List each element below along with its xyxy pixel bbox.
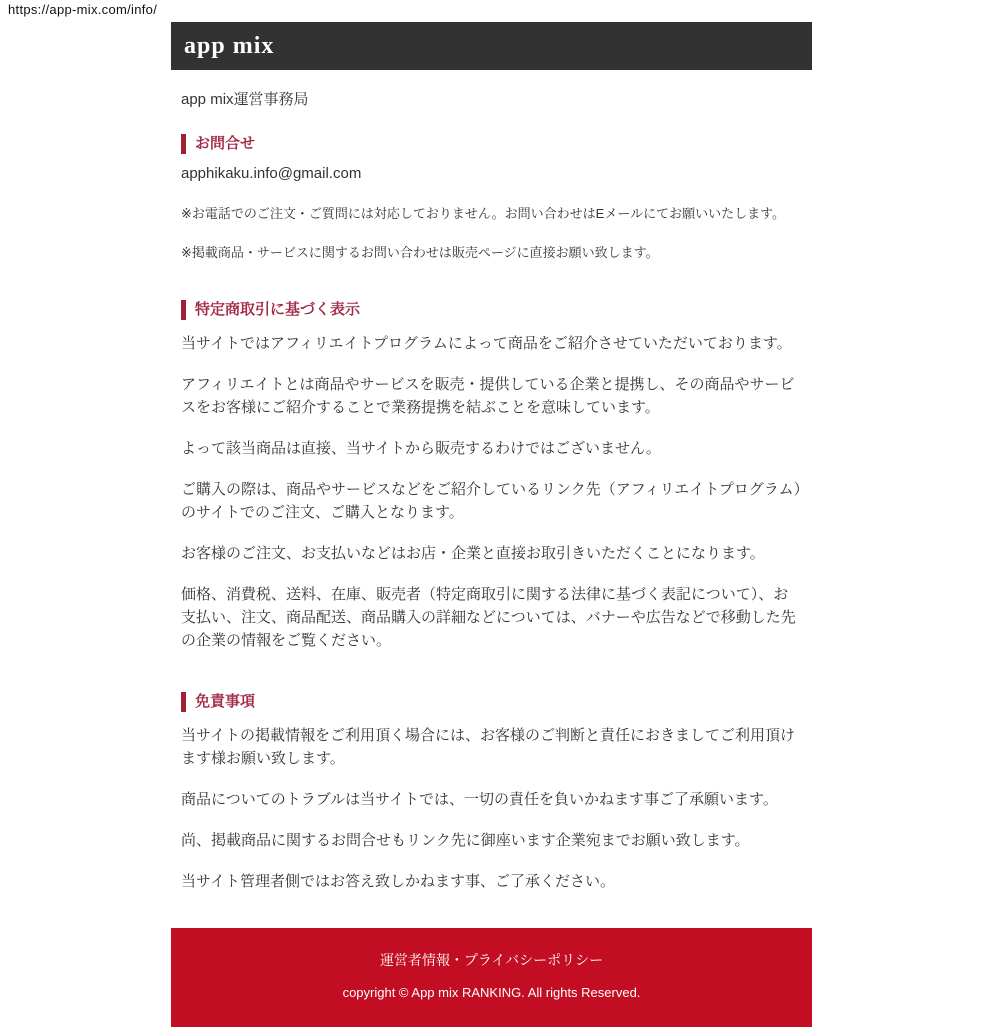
page-url: https://app-mix.com/info/ <box>8 2 158 17</box>
section-heading-contact: お問合せ <box>181 134 802 154</box>
contact-note: ※掲載商品・サービスに関するお問い合わせは販売ページに直接お願い致します。 <box>181 245 659 260</box>
disclaimer-paragraph: 当サイト管理者側ではお答え致しかねます事、ご了承ください。 <box>181 873 615 890</box>
tokutei-paragraph: ご購入の際は、商品やサービスなどをご紹介しているリンク先（アフィリエイトプログラム）のサイトでのご注文、ご購入となります。 <box>181 481 802 521</box>
copyright-text: copyright © App mix RANKING. All rights Reserved. <box>342 985 641 1000</box>
site-footer <box>171 928 812 1027</box>
page-container <box>171 22 812 1027</box>
operator-name: app mix運営事務局 <box>181 91 309 108</box>
contact-note: ※お電話でのご注文・ご質問には対応しておりません。お問い合わせはEメールにてお願いいたします。 <box>181 206 786 221</box>
contact-email: apphikaku.info@gmail.com <box>181 165 362 182</box>
tokutei-paragraph: アフィリエイトとは商品やサービスを販売・提供している企業と提携し、その商品やサービスをお客様にご紹介することで業務提携を結ぶことを意味しています。 <box>181 376 795 416</box>
site-header <box>171 22 812 70</box>
tokutei-paragraph: 当サイトではアフィリエイトプログラムによって商品をご紹介させていただいております。 <box>181 335 792 352</box>
tokutei-paragraph: お客様のご注文、お支払いなどはお店・企業と直接お取引きいただくことになります。 <box>181 545 765 562</box>
disclaimer-paragraph: 当サイトの掲載情報をご利用頂く場合には、お客様のご判断と責任におきましてご利用頂けます様お願い致します。 <box>181 727 795 767</box>
tokutei-paragraph: よって該当商品は直接、当サイトから販売するわけではございません。 <box>181 440 661 457</box>
privacy-policy-link[interactable]: 運営者情報・プライバシーポリシー <box>379 952 604 968</box>
site-title[interactable]: app mix <box>184 32 275 59</box>
tokutei-paragraph: 価格、消費税、送料、在庫、販売者（特定商取引に関する法律に基づく表記について）、お支払い、注文、商品配送、商品購入の詳細などについては、バナーや広告などで移動した先の企業の情報をご覧ください。 <box>181 586 796 649</box>
disclaimer-paragraph: 商品についてのトラブルは当サイトでは、一切の責任を負いかねます事ご了承願います。 <box>181 791 778 808</box>
disclaimer-paragraph: 尚、掲載商品に関するお問合せもリンク先に御座います企業宛までお願い致します。 <box>181 832 750 849</box>
main-content <box>171 92 812 893</box>
section-heading-tokutei: 特定商取引に基づく表示 <box>181 300 802 320</box>
section-heading-disclaimer: 免責事項 <box>181 692 802 712</box>
